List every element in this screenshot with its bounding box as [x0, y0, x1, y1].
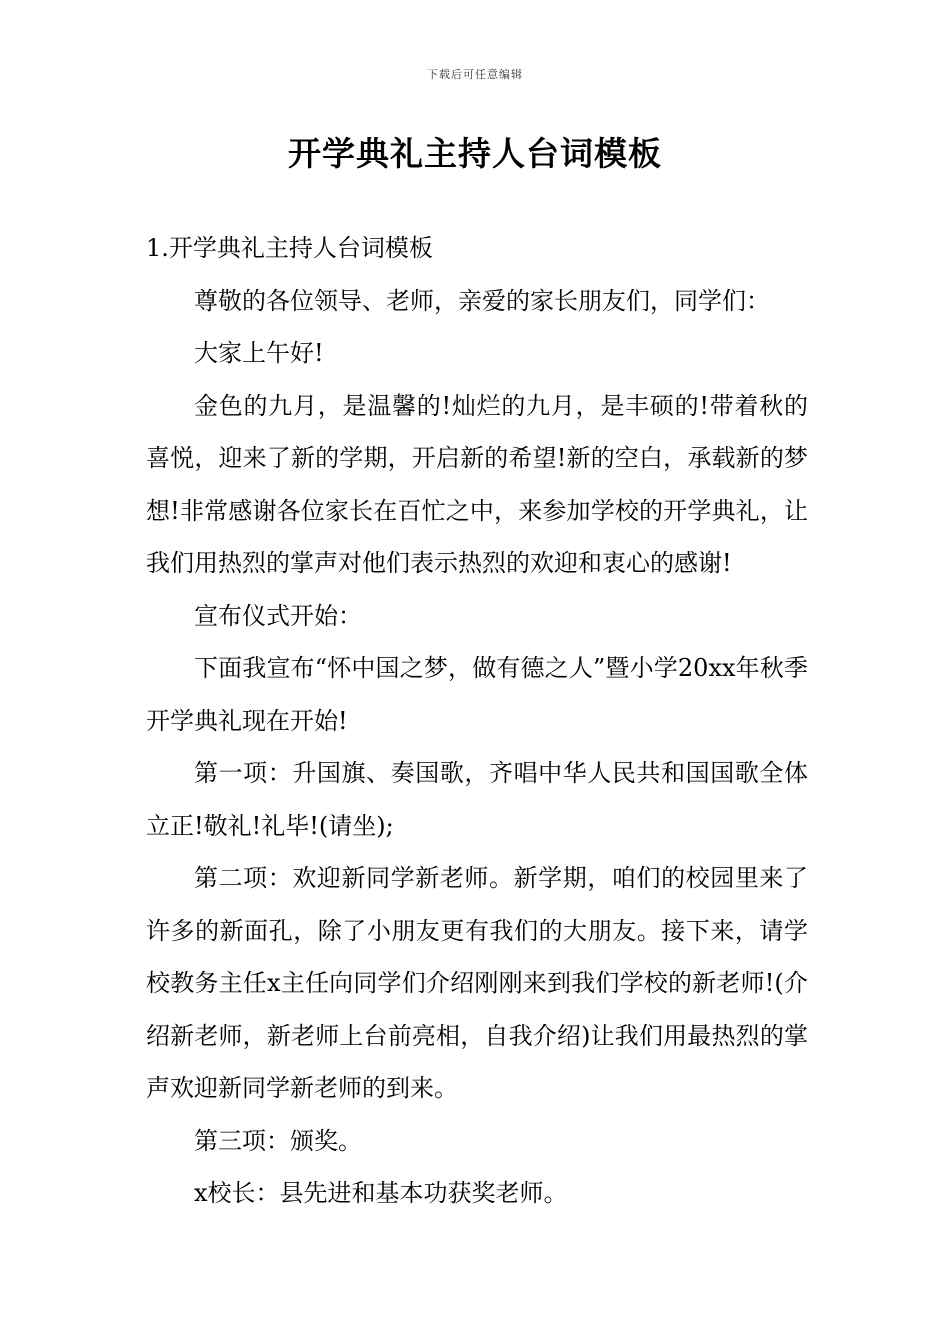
paragraph: 下面我宣布“怀中国之梦，做有德之人”暨小学20xx年秋季开学典礼现在开始! [146, 654, 808, 735]
paragraph: x校长：县先进和基本功获奖老师。 [194, 1179, 568, 1207]
paragraph: 尊敬的各位领导、老师，亲爱的家长朋友们，同学们： [194, 286, 770, 315]
section-heading: 1.开学典礼主持人台词模板 [146, 234, 433, 262]
paragraph: 金色的九月，是温馨的!灿烂的九月，是丰硕的!带着秋的喜悦，迎来了新的学期，开启新的希望!新的空白，承载新的梦想!非常感谢各位家长在百忙之中，来参加学校的开学典礼，让我们用热烈的掌声对他们表示热烈的欢迎和衷心的感谢! [146, 391, 808, 577]
paragraph: 第二项：欢迎新同学新老师。新学期，咱们的校园里来了许多的新面孔，除了小朋友更有我们的大朋友。接下来，请学校教务主任x主任向同学们介绍刚刚来到我们学校的新老师!(介绍新老师，新老师上台前亮相，自我介绍)让我们用最热烈的掌声欢迎新同学新老师的到来。 [146, 864, 808, 1102]
paragraph: 大家上午好! [194, 339, 324, 367]
document-body [146, 222, 808, 1220]
paragraph: 第三项：颁奖。 [194, 1126, 362, 1155]
header-note: 下载后可任意编辑 [427, 68, 523, 81]
paragraph: 第一项：升国旗、奏国歌，齐唱中华人民共和国国歌全体立正!敬礼!礼毕!(请坐); [146, 759, 808, 840]
document-title: 开学典礼主持人台词模板 [288, 134, 662, 173]
paragraph: 宣布仪式开始： [194, 601, 362, 630]
